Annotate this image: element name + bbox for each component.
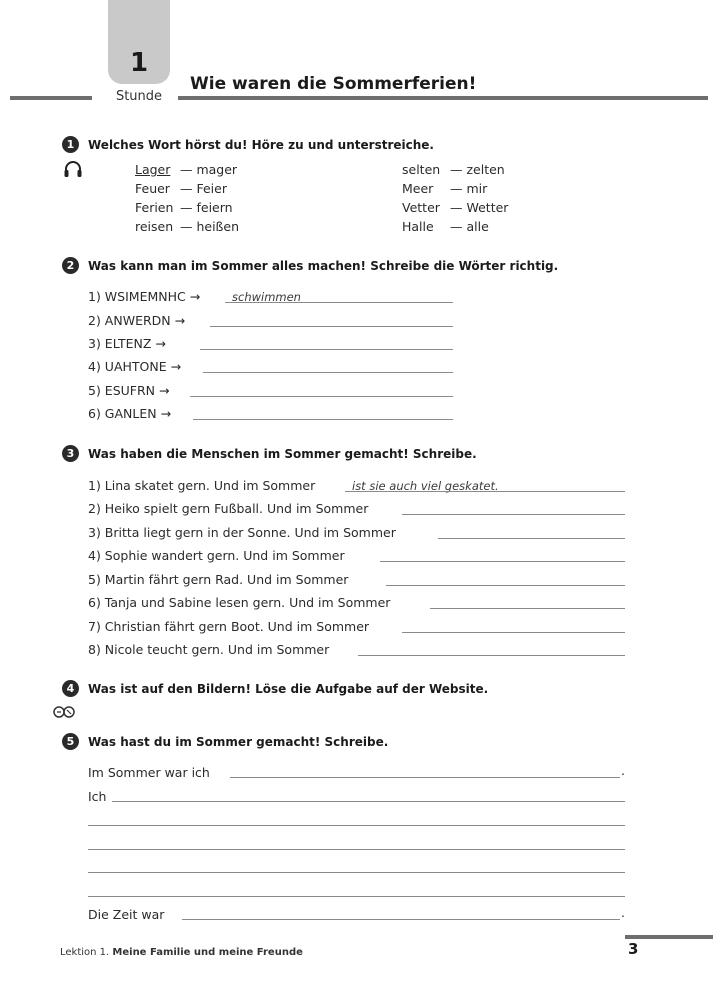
- task5-number: 5: [62, 733, 79, 750]
- task3-item-7: 7) Christian fährt gern Boot. Und im Sommer: [88, 619, 370, 634]
- word-right-4: Halle: [402, 219, 434, 234]
- task2-number: 2: [62, 257, 79, 274]
- answer-line[interactable]: [386, 585, 625, 586]
- answer-line[interactable]: [88, 872, 625, 873]
- answer-line[interactable]: [345, 491, 625, 492]
- word-right-3: Vetter: [402, 200, 440, 215]
- task4-number: 4: [62, 680, 79, 697]
- answer-line[interactable]: [430, 608, 625, 609]
- answer-line[interactable]: [358, 655, 625, 656]
- word-left-1: Lager: [135, 162, 171, 177]
- task2-heading: Was kann man im Sommer alles machen! Schreibe die Wörter richtig.: [88, 259, 559, 273]
- word-right-4-pair: — alle: [450, 219, 489, 234]
- answer-line[interactable]: [225, 302, 453, 303]
- web-link-icon[interactable]: [52, 704, 78, 723]
- task2-item-1: 1) WSIMEMNHC →: [88, 289, 201, 304]
- task2-item-5: 5) ESUFRN →: [88, 383, 170, 398]
- word-right-2: Meer: [402, 181, 434, 196]
- task3-item-4: 4) Sophie wandert gern. Und im Sommer: [88, 548, 345, 563]
- answer-line[interactable]: [88, 849, 625, 850]
- task2-item-3: 3) ELTENZ →: [88, 336, 166, 351]
- word-right-3-pair: — Wetter: [450, 200, 509, 215]
- answer-line[interactable]: [210, 326, 453, 327]
- lesson-label: Stunde: [115, 89, 163, 104]
- page-number: 3: [628, 940, 639, 958]
- task5-last-label: Die Zeit war: [88, 907, 165, 922]
- task5-heading: Was hast du im Sommer gemacht! Schreibe.: [88, 735, 389, 749]
- task2-item-4: 4) UAHTONE →: [88, 359, 182, 374]
- word-left-2-pair: — Feier: [180, 181, 227, 196]
- word-left-3: Ferien: [135, 200, 174, 215]
- page-title: Wie waren die Sommerferien!: [190, 74, 477, 94]
- answer-line[interactable]: [88, 896, 625, 897]
- word-right-2-pair: — mir: [450, 181, 488, 196]
- answer-line[interactable]: [88, 825, 625, 826]
- headphones-icon: [63, 160, 83, 182]
- footer-lesson: Lektion 1.: [60, 947, 110, 958]
- task3-item-2: 2) Heiko spielt gern Fußball. Und im Sommer: [88, 501, 369, 516]
- answer-line[interactable]: [203, 372, 453, 373]
- answer-line[interactable]: [200, 349, 453, 350]
- task2-example-answer: schwimmen: [232, 290, 301, 304]
- word-left-4-pair: — heißen: [180, 219, 240, 234]
- header-rule-right: [178, 96, 708, 100]
- task2-item-6: 6) GANLEN →: [88, 406, 172, 421]
- task5-line1-label: Im Sommer war ich: [88, 765, 210, 780]
- task1-heading: Welches Wort hörst du! Höre zu und unterstreiche.: [88, 138, 434, 152]
- task5-period-2: .: [621, 905, 625, 920]
- task3-example-answer: ist sie auch viel geskatet.: [352, 479, 499, 493]
- answer-line[interactable]: [380, 561, 625, 562]
- answer-line[interactable]: [438, 538, 625, 539]
- word-left-1-pair: — mager: [180, 162, 238, 177]
- answer-line[interactable]: [193, 419, 453, 420]
- footer: [60, 947, 303, 958]
- task3-number: 3: [62, 445, 79, 462]
- task3-item-3: 3) Britta liegt gern in der Sonne. Und im Sommer: [88, 525, 396, 540]
- page-number-rule: [625, 935, 713, 939]
- task5-line2-label: Ich: [88, 789, 107, 804]
- lesson-number: 1: [129, 48, 149, 78]
- task5-period: .: [621, 763, 625, 778]
- task1-number: 1: [62, 136, 79, 153]
- task3-item-5: 5) Martin fährt gern Rad. Und im Sommer: [88, 572, 349, 587]
- header-rule-left: [10, 96, 92, 100]
- answer-line[interactable]: [402, 514, 625, 515]
- footer-chapter: Meine Familie und meine Freunde: [112, 947, 303, 958]
- answer-line[interactable]: [182, 919, 620, 920]
- word-left-2: Feuer: [135, 181, 170, 196]
- answer-line[interactable]: [230, 777, 620, 778]
- answer-line[interactable]: [112, 801, 625, 802]
- task3-heading: Was haben die Menschen im Sommer gemacht! Schreibe.: [88, 447, 477, 461]
- task3-item-1: 1) Lina skatet gern. Und im Sommer: [88, 478, 316, 493]
- word-left-4: reisen: [135, 219, 174, 234]
- word-right-1-pair: — zelten: [450, 162, 505, 177]
- word-left-3-pair: — feiern: [180, 200, 233, 215]
- task4-heading: Was ist auf den Bildern! Löse die Aufgabe auf der Website.: [88, 682, 489, 696]
- word-right-1: selten: [402, 162, 441, 177]
- task2-item-2: 2) ANWERDN →: [88, 313, 186, 328]
- task3-item-8: 8) Nicole teucht gern. Und im Sommer: [88, 642, 330, 657]
- answer-line[interactable]: [402, 632, 625, 633]
- task3-item-6: 6) Tanja und Sabine lesen gern. Und im Sommer: [88, 595, 391, 610]
- answer-line[interactable]: [190, 396, 453, 397]
